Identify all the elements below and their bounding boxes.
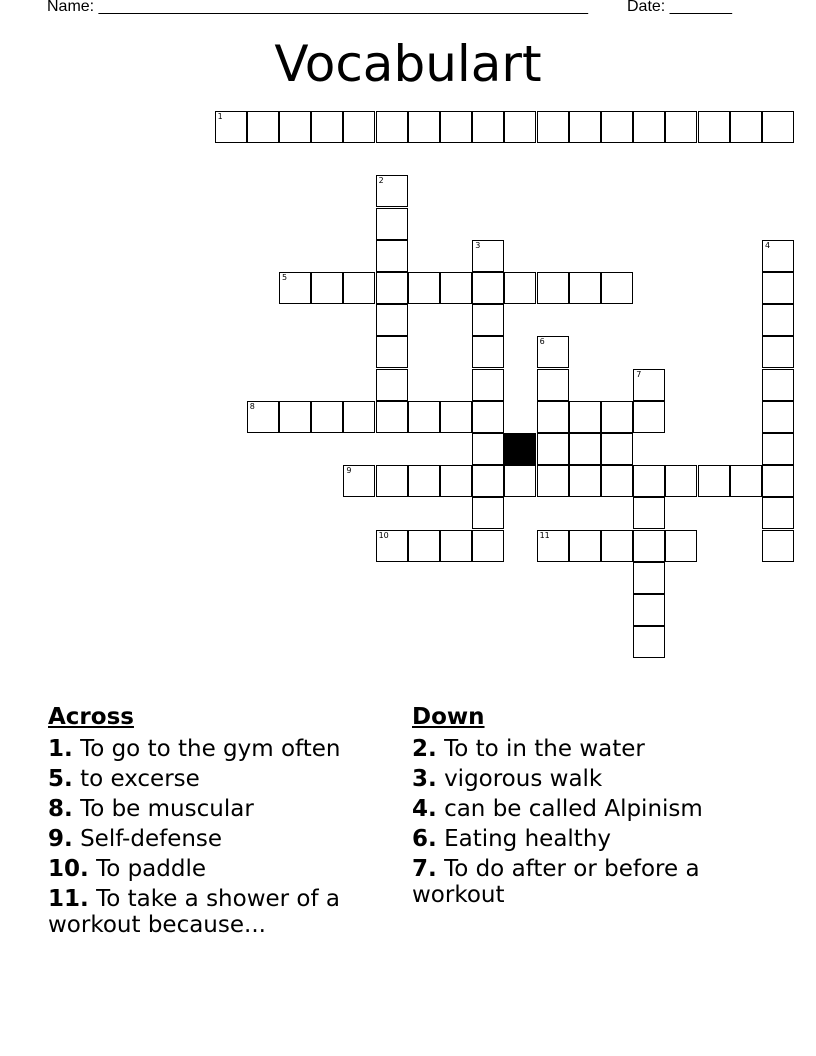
crossword-cell[interactable] bbox=[504, 272, 536, 304]
crossword-cell[interactable] bbox=[472, 272, 504, 304]
crossword-cell[interactable] bbox=[343, 465, 375, 497]
crossword-cell[interactable] bbox=[279, 111, 311, 143]
crossword-cell[interactable] bbox=[601, 433, 633, 465]
crossword-cell[interactable] bbox=[279, 272, 311, 304]
crossword-cell[interactable] bbox=[408, 530, 440, 562]
crossword-cell[interactable] bbox=[343, 401, 375, 433]
cell-number: 3 bbox=[475, 240, 481, 250]
crossword-cell[interactable] bbox=[762, 369, 794, 401]
clue-down-2 bbox=[412, 732, 752, 762]
clue-number: 9. bbox=[48, 826, 73, 852]
crossword-cell[interactable] bbox=[762, 433, 794, 465]
crossword-cell[interactable] bbox=[569, 530, 601, 562]
cell-number: 11 bbox=[539, 530, 550, 540]
clue-text: To be muscular bbox=[80, 796, 254, 822]
clue-down-7 bbox=[412, 852, 752, 908]
crossword-cell[interactable] bbox=[376, 465, 408, 497]
crossword-cell[interactable] bbox=[633, 111, 665, 143]
crossword-cell[interactable] bbox=[343, 111, 375, 143]
name-field-label: Name: _______________________________________________________ bbox=[47, 0, 588, 15]
crossword-cell[interactable] bbox=[504, 111, 536, 143]
clue-number: 1. bbox=[48, 736, 73, 762]
crossword-cell[interactable] bbox=[601, 111, 633, 143]
crossword-cell[interactable] bbox=[569, 433, 601, 465]
crossword-cell[interactable] bbox=[537, 336, 569, 368]
clue-down-4 bbox=[412, 792, 752, 822]
clue-number: 2. bbox=[412, 736, 437, 762]
crossword-cell[interactable] bbox=[569, 111, 601, 143]
clue-across-5 bbox=[48, 762, 378, 792]
crossword-cell[interactable] bbox=[472, 401, 504, 433]
clue-text: To go to the gym often bbox=[80, 736, 341, 762]
crossword-cell[interactable] bbox=[376, 208, 408, 240]
puzzle-title: Vocabulart bbox=[274, 35, 542, 93]
crossword-cell[interactable] bbox=[762, 336, 794, 368]
crossword-cell[interactable] bbox=[665, 465, 697, 497]
crossword-cell[interactable] bbox=[376, 530, 408, 562]
crossword-cell[interactable] bbox=[601, 272, 633, 304]
clue-text: Self-defense bbox=[80, 826, 223, 852]
clue-text: vigorous walk bbox=[444, 766, 603, 792]
crossword-cell[interactable] bbox=[376, 175, 408, 207]
crossword-cell[interactable] bbox=[633, 594, 665, 626]
crossword-cell[interactable] bbox=[633, 369, 665, 401]
crossword-cell[interactable] bbox=[537, 530, 569, 562]
crossword-cell[interactable] bbox=[762, 272, 794, 304]
clue-number: 8. bbox=[48, 796, 73, 822]
cell-number: 7 bbox=[636, 369, 642, 379]
date-field-label: Date: _______ bbox=[627, 0, 732, 15]
crossword-cell[interactable] bbox=[440, 465, 472, 497]
down-clues bbox=[412, 702, 752, 908]
crossword-cell[interactable] bbox=[633, 497, 665, 529]
black-square bbox=[504, 433, 536, 465]
crossword-cell[interactable] bbox=[730, 465, 762, 497]
crossword-cell[interactable] bbox=[762, 111, 794, 143]
cell-number: 1 bbox=[217, 112, 223, 121]
crossword-cell[interactable] bbox=[408, 465, 440, 497]
down-clue-list bbox=[412, 732, 752, 908]
crossword-cell[interactable] bbox=[762, 497, 794, 529]
crossword-cell[interactable] bbox=[472, 465, 504, 497]
clue-number: 4. bbox=[412, 796, 437, 822]
clue-across-11 bbox=[48, 882, 378, 938]
crossword-cell[interactable] bbox=[762, 304, 794, 336]
crossword-cell[interactable] bbox=[376, 111, 408, 143]
cell-number: 6 bbox=[539, 337, 545, 347]
crossword-cell[interactable] bbox=[311, 272, 343, 304]
crossword-cell[interactable] bbox=[376, 336, 408, 368]
crossword-cell[interactable] bbox=[762, 465, 794, 497]
cell-number: 2 bbox=[378, 176, 384, 186]
clue-text: To paddle bbox=[96, 856, 207, 882]
crossword-cell[interactable] bbox=[247, 401, 279, 433]
crossword-cell[interactable] bbox=[472, 433, 504, 465]
crossword-cell[interactable] bbox=[633, 401, 665, 433]
crossword-cell[interactable] bbox=[279, 401, 311, 433]
clue-text: to excerse bbox=[80, 766, 200, 792]
clue-number: 7. bbox=[412, 856, 437, 882]
crossword-cell[interactable] bbox=[537, 465, 569, 497]
clue-across-1 bbox=[48, 732, 378, 762]
crossword-cell[interactable] bbox=[376, 240, 408, 272]
crossword-cell[interactable] bbox=[472, 304, 504, 336]
clue-text: To to in the water bbox=[444, 736, 645, 762]
crossword-cell[interactable] bbox=[472, 369, 504, 401]
across-clues bbox=[48, 702, 378, 938]
crossword-cell[interactable] bbox=[601, 530, 633, 562]
across-clue-list bbox=[48, 732, 378, 938]
clue-number: 3. bbox=[412, 766, 437, 792]
clue-across-8 bbox=[48, 792, 378, 822]
clue-number: 6. bbox=[412, 826, 437, 852]
crossword-cell[interactable] bbox=[472, 336, 504, 368]
clue-number: 10. bbox=[48, 856, 89, 882]
crossword-cell[interactable] bbox=[569, 401, 601, 433]
crossword-cell[interactable] bbox=[762, 240, 794, 272]
crossword-cell[interactable] bbox=[601, 465, 633, 497]
crossword-cell[interactable] bbox=[376, 369, 408, 401]
clue-across-9 bbox=[48, 822, 378, 852]
crossword-cell[interactable] bbox=[537, 111, 569, 143]
crossword-cell[interactable] bbox=[633, 465, 665, 497]
clue-number: 11. bbox=[48, 886, 89, 912]
crossword-cell[interactable] bbox=[569, 272, 601, 304]
clue-down-6 bbox=[412, 822, 752, 852]
crossword-cell[interactable] bbox=[633, 530, 665, 562]
crossword-cell[interactable] bbox=[376, 272, 408, 304]
crossword-cell[interactable] bbox=[215, 111, 247, 143]
clue-text: can be called Alpinism bbox=[444, 796, 703, 822]
crossword-cell[interactable] bbox=[537, 401, 569, 433]
across-heading: Across bbox=[48, 704, 134, 730]
crossword-cell[interactable] bbox=[762, 530, 794, 562]
crossword-cell[interactable] bbox=[408, 272, 440, 304]
clue-across-10 bbox=[48, 852, 378, 882]
crossword-cell[interactable] bbox=[633, 562, 665, 594]
crossword-cell[interactable] bbox=[343, 272, 375, 304]
crossword-cell[interactable] bbox=[665, 111, 697, 143]
crossword-cell[interactable] bbox=[472, 530, 504, 562]
crossword-cell[interactable] bbox=[472, 111, 504, 143]
crossword-cell[interactable] bbox=[698, 465, 730, 497]
crossword-cell[interactable] bbox=[247, 111, 279, 143]
crossword-cell[interactable] bbox=[601, 401, 633, 433]
crossword-cell[interactable] bbox=[537, 433, 569, 465]
cell-number: 10 bbox=[378, 530, 389, 540]
crossword-cell[interactable] bbox=[311, 401, 343, 433]
crossword-cell[interactable] bbox=[537, 272, 569, 304]
crossword-cell[interactable] bbox=[537, 369, 569, 401]
crossword-cell[interactable] bbox=[504, 465, 536, 497]
cell-number: 8 bbox=[249, 401, 255, 411]
crossword-cell[interactable] bbox=[376, 401, 408, 433]
clue-down-3 bbox=[412, 762, 752, 792]
crossword-cell[interactable] bbox=[376, 304, 408, 336]
crossword-cell[interactable] bbox=[440, 111, 472, 143]
clue-number: 5. bbox=[48, 766, 73, 792]
crossword-cell[interactable] bbox=[311, 111, 343, 143]
crossword-cell[interactable] bbox=[440, 401, 472, 433]
crossword-cell[interactable] bbox=[698, 111, 730, 143]
down-heading: Down bbox=[412, 704, 485, 730]
clue-text: Eating healthy bbox=[444, 826, 612, 852]
cell-number: 5 bbox=[282, 273, 288, 282]
cell-number: 9 bbox=[346, 466, 352, 476]
crossword-cell[interactable] bbox=[633, 626, 665, 658]
crossword-cell[interactable] bbox=[730, 111, 762, 143]
crossword-cell[interactable] bbox=[665, 530, 697, 562]
crossword-cell[interactable] bbox=[472, 240, 504, 272]
crossword-cell[interactable] bbox=[408, 111, 440, 143]
clue-text: To do after or before a workout bbox=[412, 856, 700, 908]
crossword-cell[interactable] bbox=[569, 465, 601, 497]
crossword-cell[interactable] bbox=[440, 530, 472, 562]
crossword-cell[interactable] bbox=[440, 272, 472, 304]
cell-number: 4 bbox=[765, 240, 771, 250]
clue-text: To take a shower of a workout because... bbox=[48, 886, 340, 938]
crossword-cell[interactable] bbox=[408, 401, 440, 433]
crossword-cell[interactable] bbox=[762, 401, 794, 433]
crossword-cell[interactable] bbox=[472, 497, 504, 529]
